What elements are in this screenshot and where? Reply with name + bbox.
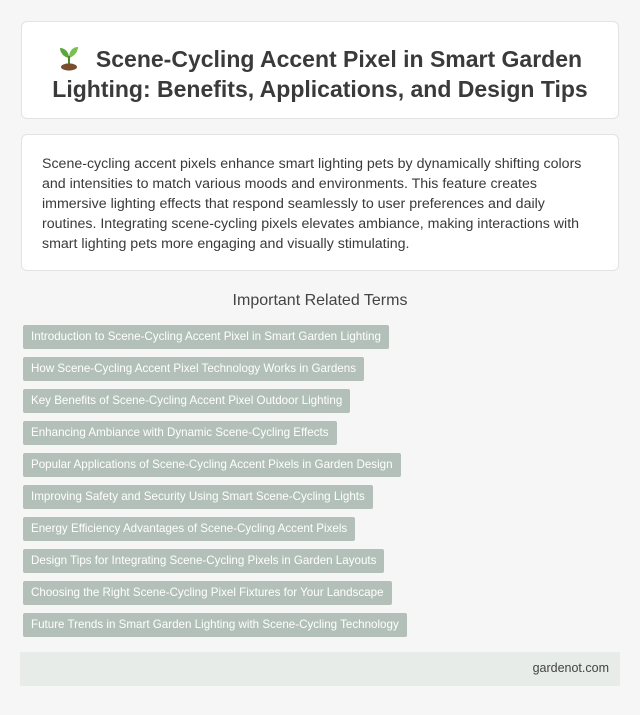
footer-site-link[interactable]: gardenot.com (532, 661, 609, 675)
related-terms-heading: Important Related Terms (232, 292, 408, 309)
related-term-tag[interactable]: Choosing the Right Scene-Cycling Pixel Fixtures for Your Landscape (23, 581, 392, 605)
related-term-tag[interactable]: Key Benefits of Scene-Cycling Accent Pixel Outdoor Lighting (23, 389, 350, 413)
related-term-tag[interactable]: Energy Efficiency Advantages of Scene-Cycling Accent Pixels (23, 517, 355, 541)
seedling-icon (58, 45, 80, 71)
description-card (21, 134, 619, 271)
page-title (22, 44, 618, 104)
page-title-text: Scene-Cycling Accent Pixel in Smart Garden Lighting: Benefits, Applications, and Design Tips (52, 46, 588, 102)
related-term-tag[interactable]: How Scene-Cycling Accent Pixel Technology Works in Gardens (23, 357, 364, 381)
related-term-tag[interactable]: Future Trends in Smart Garden Lighting with Scene-Cycling Technology (23, 613, 407, 637)
related-term-tag[interactable]: Introduction to Scene-Cycling Accent Pixel in Smart Garden Lighting (23, 325, 389, 349)
related-term-tag[interactable]: Enhancing Ambiance with Dynamic Scene-Cycling Effects (23, 421, 337, 445)
title-card (21, 21, 619, 119)
footer (20, 652, 620, 686)
related-term-tag[interactable]: Popular Applications of Scene-Cycling Accent Pixels in Garden Design (23, 453, 401, 477)
related-term-tag[interactable]: Design Tips for Integrating Scene-Cycling Pixels in Garden Layouts (23, 549, 384, 573)
related-term-tag[interactable]: Improving Safety and Security Using Smart Scene-Cycling Lights (23, 485, 373, 509)
description-text: Scene-cycling accent pixels enhance smart lighting pets by dynamically shifting colors and intensities to match various moods and environments. This feature creates immersive lighting effects that respond seamlessly to user preferences and daily routines. Integrating scene-cycling pixels elevates ambiance, making interactions with smart lighting pets more engaging and visually stimulating. (42, 156, 582, 252)
related-terms-list (23, 325, 623, 645)
